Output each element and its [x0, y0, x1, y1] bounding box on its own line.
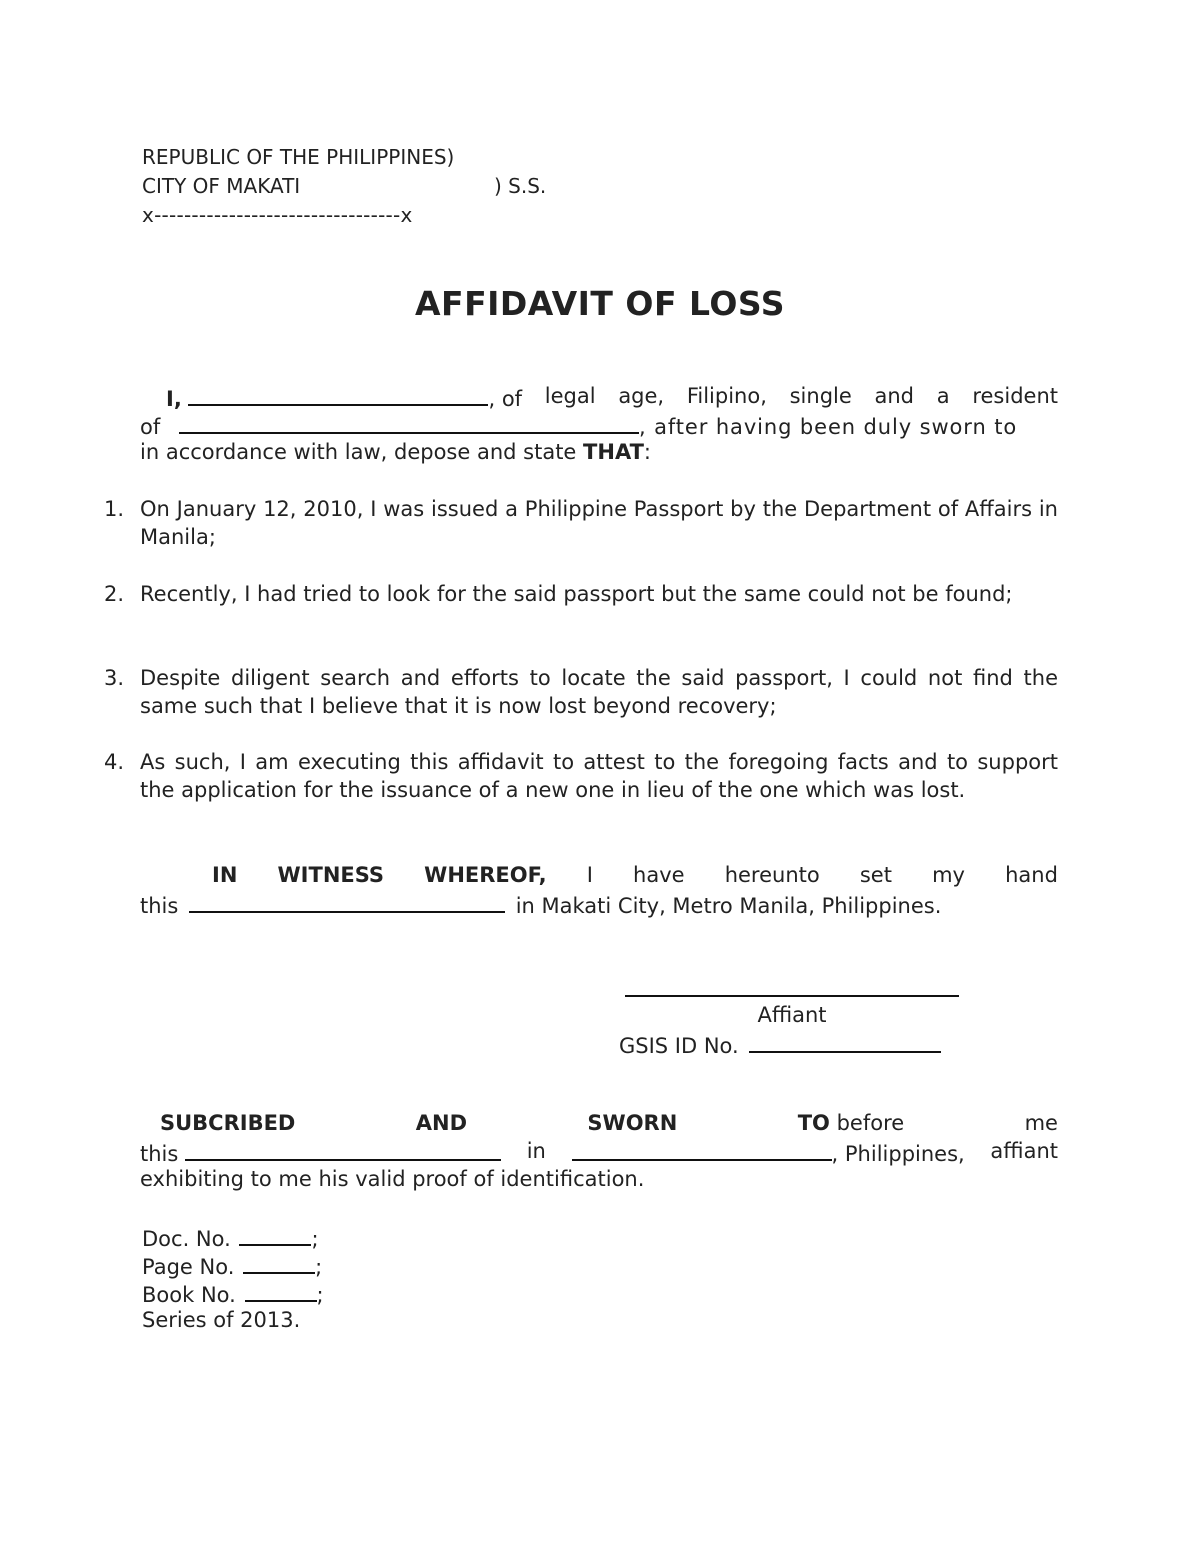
document-title: AFFIDAVIT OF LOSS: [415, 284, 785, 323]
affiant-name-field[interactable]: [188, 382, 488, 406]
residence-field[interactable]: [179, 410, 639, 434]
list-item-text: On January 12, 2010, I was issued a Philippine Passport by the Department of Affairs in Manila;: [140, 497, 1058, 549]
doc-no-field[interactable]: [239, 1222, 311, 1246]
intro-word: legal: [544, 384, 596, 408]
jurat-word: before: [836, 1111, 905, 1135]
book-no-label: Book No.: [142, 1283, 236, 1307]
doc-no-label: Doc. No.: [142, 1227, 231, 1251]
jurat-word: SWORN: [587, 1111, 678, 1135]
witness-word: my: [932, 863, 965, 887]
jurat-affiant: affiant: [990, 1139, 1058, 1163]
witness-this: this: [140, 894, 179, 918]
intro-line-3: [140, 438, 651, 466]
list-item-text: As such, I am executing this affidavit to attest to the foregoing facts and to support the application for the issuance of a new one in lieu of the one which was lost.: [140, 750, 1058, 802]
intro-pronoun: I,: [166, 387, 182, 411]
intro-word: Filipino,: [686, 384, 767, 408]
intro-word: resident: [972, 384, 1058, 408]
venue-city: CITY OF MAKATI: [142, 174, 301, 198]
venue-republic: REPUBLIC OF THE PHILIPPINES): [142, 145, 455, 169]
intro-line-2: [140, 410, 1058, 441]
jurat-word: me: [1024, 1111, 1058, 1135]
witness-word: have: [633, 863, 685, 887]
gsis-id-label: GSIS ID No.: [619, 1034, 739, 1058]
intro-word: age,: [618, 384, 665, 408]
caption-divider: x---------------------------------x: [142, 203, 413, 227]
list-item-text: Recently, I had tried to look for the said passport but the same could not be found;: [140, 582, 1013, 606]
gsis-id-field[interactable]: [749, 1029, 941, 1053]
jurat-word: SUBCRIBED: [160, 1111, 296, 1135]
list-item-number: 1.: [104, 497, 125, 521]
jurat-place-field[interactable]: [572, 1137, 832, 1161]
book-no-field[interactable]: [245, 1278, 317, 1302]
jurat-in: in: [526, 1139, 546, 1163]
doc-no-line: [142, 1222, 319, 1253]
gsis-id-line: [619, 1029, 941, 1060]
list-item: [0, 580, 1200, 640]
intro-line-3-text: in accordance with law, depose and state: [140, 440, 577, 464]
semicolon: ;: [311, 1227, 319, 1251]
witness-word: WHEREOF,: [424, 863, 547, 887]
list-item: [0, 748, 1200, 838]
book-no-line: [142, 1278, 324, 1309]
affiant-label: Affiant: [757, 1003, 827, 1027]
semicolon: ;: [316, 1283, 324, 1307]
witness-word: WITNESS: [277, 863, 385, 887]
witness-line-1: [212, 861, 1058, 889]
intro-line-1: [166, 382, 1058, 413]
list-item-number: 4.: [104, 750, 125, 774]
witness-date-field[interactable]: [189, 889, 505, 913]
jurat-line-3: exhibiting to me his valid proof of identification.: [140, 1167, 645, 1191]
jurat-line-1: [160, 1109, 1058, 1137]
list-item-number: 3.: [104, 666, 125, 690]
intro-that: THAT: [583, 440, 644, 464]
witness-word: IN: [212, 863, 238, 887]
jurat-line-2: [140, 1137, 1058, 1168]
intro-of: of: [140, 415, 161, 439]
witness-word: hand: [1005, 863, 1058, 887]
jurat-word: AND: [415, 1111, 468, 1135]
list-item: [0, 495, 1200, 555]
semicolon: ;: [315, 1255, 323, 1279]
intro-word: a: [936, 384, 950, 408]
witness-word: hereunto: [724, 863, 820, 887]
jurat-word: TO: [797, 1111, 830, 1135]
list-item-number: 2.: [104, 582, 125, 606]
intro-word: single: [789, 384, 852, 408]
witness-word: I: [586, 863, 593, 887]
list-item-text: Despite diligent search and efforts to locate the said passport, I could not find the same such that I believe that it is now lost beyond recovery;: [140, 666, 1058, 718]
list-item: [0, 664, 1200, 724]
series-line: Series of 2013.: [142, 1308, 301, 1332]
jurat-this: this: [140, 1142, 179, 1166]
jurat-date-field[interactable]: [185, 1137, 501, 1161]
intro-word: and: [874, 384, 915, 408]
affiant-signature-line[interactable]: [625, 995, 959, 997]
intro-word: , of: [488, 387, 523, 411]
witness-tail: in Makati City, Metro Manila, Philippines.: [515, 894, 942, 918]
witness-line-2: [140, 889, 941, 920]
page-no-field[interactable]: [243, 1250, 315, 1274]
page-no-label: Page No.: [142, 1255, 235, 1279]
venue-ss: ) S.S.: [494, 174, 547, 198]
intro-line-2-tail: , after having been duly sworn to: [638, 415, 1018, 439]
witness-word: set: [859, 863, 892, 887]
jurat-philippines: , Philippines,: [831, 1142, 965, 1166]
page-no-line: [142, 1250, 322, 1281]
intro-colon: :: [643, 440, 651, 464]
